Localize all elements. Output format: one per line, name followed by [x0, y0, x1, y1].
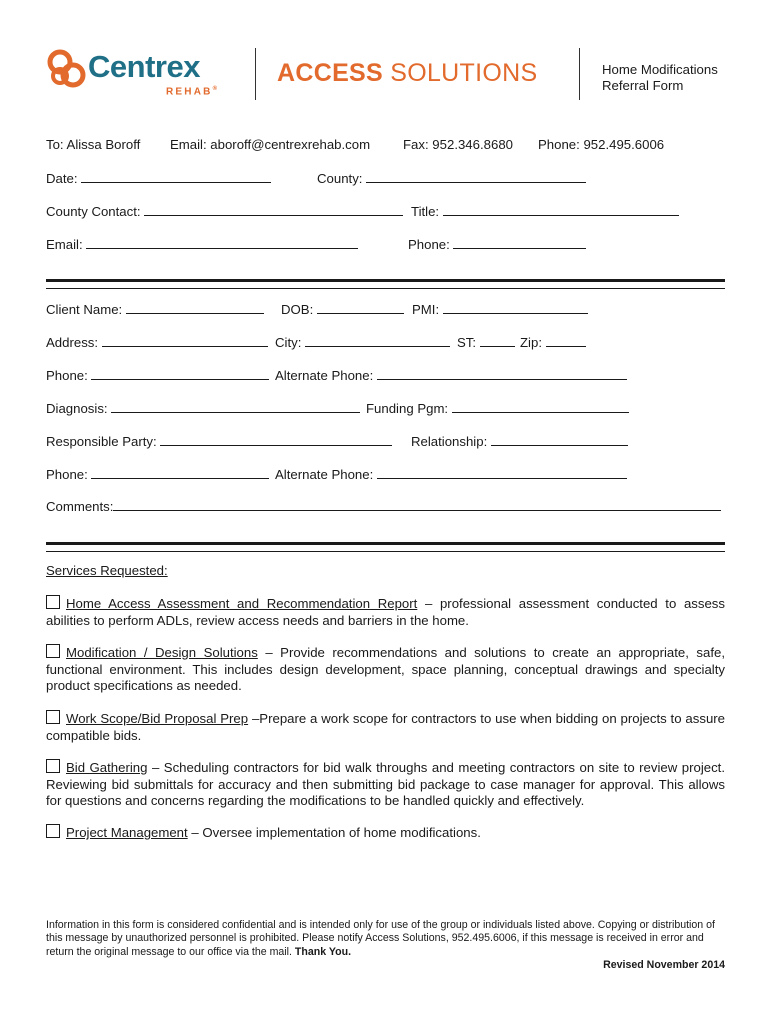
- form-title-line1: Home Modifications: [602, 62, 718, 77]
- dob-field[interactable]: DOB:: [281, 301, 404, 318]
- county-contact-field[interactable]: County Contact:: [46, 203, 403, 220]
- referral-phone-field[interactable]: Phone:: [408, 236, 586, 253]
- centrex-logo-icon: [46, 48, 88, 90]
- city-field[interactable]: City:: [275, 334, 450, 351]
- title-field[interactable]: Title:: [411, 203, 679, 220]
- referral-email-field[interactable]: Email:: [46, 236, 358, 253]
- header-divider: [579, 48, 580, 100]
- service-item: Bid Gathering – Scheduling contractors for bid walk throughs and meeting contractors on site to review project. Reviewing bid submittals for accuracy and then submitting bid package to case manager for approval. This allows for questions and concerns regarding the modifications to be handled quickly and effectively.: [46, 760, 726, 808]
- section-separator: [46, 279, 725, 289]
- service-name: Modification / Design Solutions: [66, 645, 258, 660]
- service-item: Work Scope/Bid Proposal Prep –Prepare a work scope for contractors to use when bidding on projects to assure compatible bids.: [46, 711, 726, 743]
- service-name: Home Access Assessment and Recommendation Report: [66, 596, 418, 611]
- service-name: Work Scope/Bid Proposal Prep: [66, 711, 249, 726]
- address-field[interactable]: Address:: [46, 334, 268, 351]
- service-checkbox[interactable]: [46, 595, 60, 609]
- funding-field[interactable]: Funding Pgm:: [366, 400, 629, 417]
- revision-date: Revised November 2014: [603, 959, 725, 971]
- service-name: Project Management: [66, 825, 188, 840]
- responsible-party-field[interactable]: Responsible Party:: [46, 433, 392, 450]
- section-separator: [46, 542, 725, 552]
- zip-field[interactable]: Zip:: [520, 334, 586, 351]
- responsible-alt-phone-field[interactable]: Alternate Phone:: [275, 466, 627, 483]
- service-item: Modification / Design Solutions – Provide recommendations and solutions to create an appropriate, safe, functional environment. This includes design development, space planning, conceptual drawings and specialty product specifications as needed.: [46, 645, 725, 693]
- comments-field[interactable]: Comments:: [46, 498, 721, 515]
- county-field[interactable]: County:: [317, 170, 586, 187]
- service-checkbox[interactable]: [46, 710, 60, 724]
- client-alt-phone-field[interactable]: Alternate Phone:: [275, 367, 627, 384]
- confidentiality-notice: Information in this form is considered confidential and is intended only for use of the group or individuals listed above. Copying or distribution of this message by unauthorized personnel is prohibited. Please notify Access Solutions, 952.495.6006, if this message is received in error and return the original message to our office via the mail. Thank You.: [46, 919, 715, 958]
- relationship-field[interactable]: Relationship:: [411, 433, 628, 450]
- contact-phone: Phone: 952.495.6006: [538, 137, 665, 152]
- form-title-line2: Referral Form: [602, 78, 684, 93]
- service-name: Bid Gathering: [66, 760, 148, 775]
- state-field[interactable]: ST:: [457, 334, 515, 351]
- brand-name: Centrex: [88, 49, 200, 84]
- service-checkbox[interactable]: [46, 759, 60, 773]
- service-checkbox[interactable]: [46, 824, 60, 838]
- date-field[interactable]: Date:: [46, 170, 271, 187]
- to-contact: To: Alissa Boroff: [46, 137, 141, 152]
- header-divider: [255, 48, 256, 100]
- contact-fax: Fax: 952.346.8680: [403, 137, 513, 152]
- pmi-field[interactable]: PMI:: [412, 301, 588, 318]
- client-name-field[interactable]: Client Name:: [46, 301, 264, 318]
- service-item: Project Management – Oversee implementation of home modifications.: [46, 824, 725, 842]
- brand-sub: REHAB®: [166, 86, 217, 98]
- diagnosis-field[interactable]: Diagnosis:: [46, 400, 360, 417]
- responsible-phone-field[interactable]: Phone:: [46, 466, 269, 483]
- service-checkbox[interactable]: [46, 644, 60, 658]
- services-heading: Services Requested:: [46, 563, 168, 578]
- product-name: ACCESS SOLUTIONS: [277, 59, 538, 87]
- service-item: Home Access Assessment and Recommendation Report – professional assessment conducted to assess abilities to perform ADLs, review access needs and barriers in the home.: [46, 596, 725, 628]
- client-phone-field[interactable]: Phone:: [46, 367, 269, 384]
- contact-email: Email: aboroff@centrexrehab.com: [170, 137, 371, 152]
